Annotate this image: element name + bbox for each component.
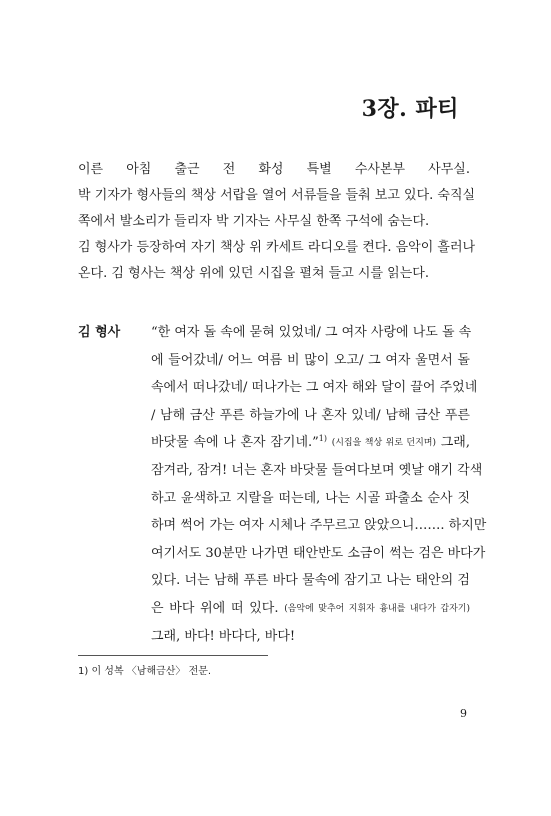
- dialogue-line: 그래, 바다! 바다다, 바다!: [151, 628, 296, 644]
- stage-direction-line: 쪽에서 발소리가 들리자 박 기자는 사무실 한쪽 구석에 숨는다.: [78, 214, 430, 229]
- dialogue-line: 에 들어갔네/ 어느 여름 비 많이 오고/ 그 여자 울면서 돌: [151, 352, 470, 368]
- footnote-divider: [78, 655, 268, 656]
- dialogue-line: 속에서 떠나갔네/ 떠나가는 그 여자 해와 달이 끌어 주었네: [151, 380, 478, 396]
- stage-direction-inline: (시집을 책상 위로 던지며): [331, 438, 437, 449]
- footnote: 1) 이 성복 〈남해금산〉 전문.: [78, 666, 212, 677]
- stage-direction-inline: (음악에 맞추어 지휘자 흉내를 내다가 갑자기): [284, 603, 470, 614]
- stage-direction-line: 박 기자가 형사들의 책상 서랍을 열어 서류들을 들춰 보고 있다. 숙직실: [78, 188, 476, 203]
- dialogue-text: 그래,: [440, 435, 470, 451]
- dialogue-line: 하며 썩어 가는 여자 시체나 주무르고 앉았으니……. 하지만: [151, 518, 487, 534]
- footnote-reference: 1): [318, 434, 327, 444]
- stage-direction-line: 온다. 김 형사는 책상 위에 있던 시집을 펼쳐 들고 시를 읽는다.: [78, 266, 429, 281]
- dialogue-block: [151, 319, 487, 650]
- dialogue-line: 있다. 너는 남해 푸른 바다 물속에 잠기고 나는 태안의 검: [151, 573, 470, 589]
- dialogue-text: 은 바다 위에 떠 있다.: [151, 600, 279, 616]
- dialogue-line: 하고 윤색하고 지랄을 떠는데, 나는 시골 파출소 순사 짓: [151, 490, 470, 506]
- dialogue-line: / 남해 금산 푸른 하늘가에 나 혼자 있네/ 남해 금산 푸른: [151, 407, 470, 423]
- stage-direction-line: 이른 아침 출근 전 화성 특별 수사본부 사무실.: [78, 162, 470, 177]
- dialogue-line: 여기서도 30분만 나가면 태안반도 소금이 썩는 검은 바다가: [151, 545, 486, 561]
- dialogue-line: [151, 595, 470, 623]
- dialogue-text: 바닷물 속에 나 혼자 잠기네.”: [151, 435, 319, 451]
- speaker-name: 김 형사: [78, 325, 121, 340]
- stage-direction-line: 김 형사가 등장하여 자기 책상 위 카세트 라디오를 켠다. 음악이 흘러나: [78, 240, 476, 255]
- dialogue-line: 잠겨라, 잠겨! 너는 혼자 바닷물 들여다보며 옛날 얘기 각색: [151, 462, 483, 478]
- stage-direction: [78, 157, 476, 287]
- page-number: 9: [460, 707, 467, 720]
- chapter-title: 3장. 파티: [361, 96, 459, 122]
- dialogue-line: “한 여자 돌 속에 묻혀 있었네/ 그 여자 사랑에 나도 돌 속: [151, 325, 472, 340]
- dialogue-line: [151, 429, 470, 457]
